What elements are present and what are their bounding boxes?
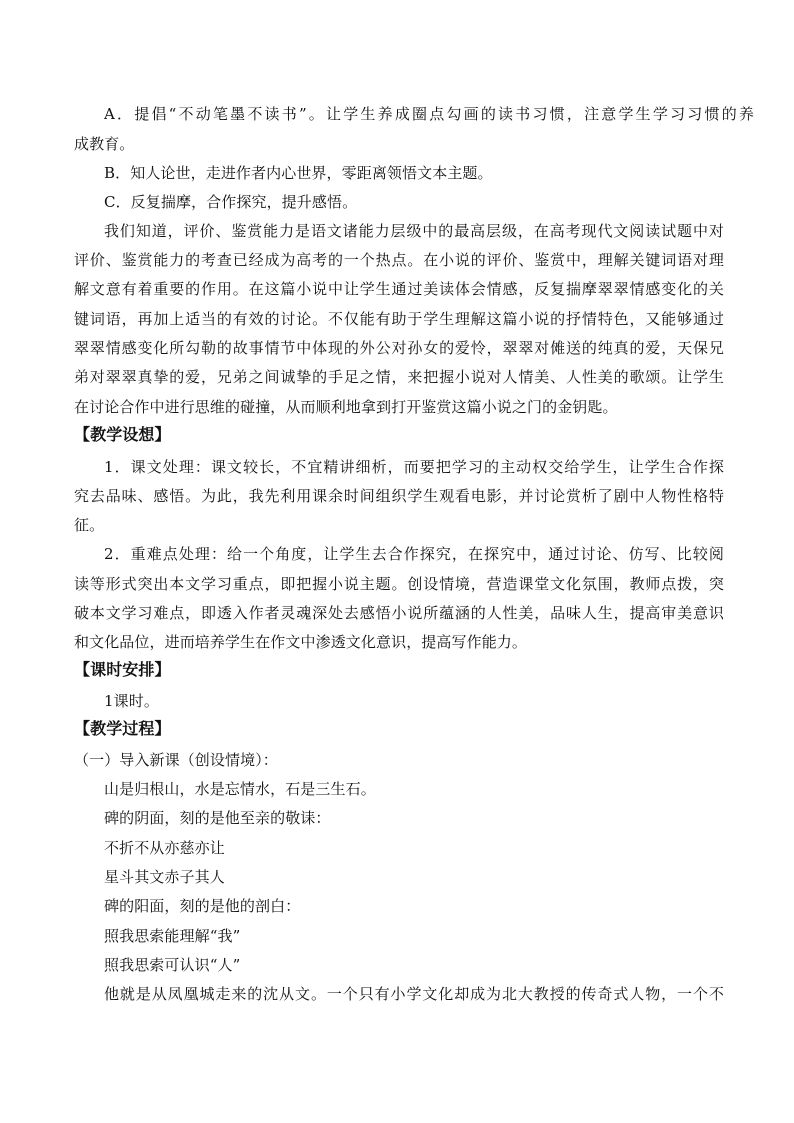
section-a-line-2: 成教育。 (74, 135, 135, 153)
appreciation-line-3: 解文意有着重要的作用。在这篇小说中让学生通过美读体会情感，反复揣摩翠翠情感变化的关 (74, 280, 724, 298)
design-item-2-line-4: 和文化品位，进而培养学生在作文中渗透文化意识，提高写作能力。 (74, 633, 528, 651)
appreciation-line-5: 翠翠情感变化所勾勒的故事情节中体现的外公对孙女的爱怜，翠翠对傩送的纯真的爱，天保兄 (74, 339, 724, 357)
section-b: B．知人论世，走进作者内心世界，零距离领悟文本主题。 (104, 164, 493, 182)
appreciation-line-7: 在讨论合作中进行思维的碰撞，从而顺利地拿到打开鉴赏这篇小说之门的金钥匙。 (74, 398, 618, 416)
closing-line: 他就是从凤凰城走来的沈从文。一个只有小学文化却成为北大教授的传奇式人物，一个不 (104, 985, 724, 1003)
intro-line-1: 山是归根山，水是忘情水，石是三生石。 (104, 780, 376, 798)
intro-line-5: 碑的阳面，刻的是他的剖白： (104, 897, 301, 915)
appreciation-line-1: 我们知道，评价、鉴赏能力是语文诸能力层级中的最高层级，在高考现代文阅读试题中对 (104, 222, 724, 240)
intro-line-6: 照我思索能理解“我” (104, 927, 241, 945)
intro-line-7: 照我思索可认识“人” (104, 956, 241, 974)
intro-line-2: 碑的阴面，刻的是他至亲的敬诔： (104, 809, 331, 827)
appreciation-line-2: 评价、鉴赏能力的考查已经成为高考的一个热点。在小说的评价、鉴赏中，理解关键词语对理 (74, 251, 724, 269)
schedule-text: 1课时。 (104, 692, 159, 710)
appreciation-line-6: 弟对翠翠真挚的爱，兄弟之间诚挚的手足之情，来把握小说对人情美、人性美的歌颂。让学生 (74, 368, 724, 386)
design-item-2-line-1: 2．重难点处理：给一个角度，让学生去合作探究，在探究中，通过讨论、仿写、比较阅 (104, 545, 724, 563)
heading-teaching-design: 【教学设想】 (74, 425, 171, 444)
design-item-1-line-2: 究去品味、感悟。为此，我先利用课余时间组织学生观看电影，并讨论赏析了剧中人物性格特 (74, 487, 724, 505)
section-c: C．反复揣摩，合作探究，提升感悟。 (104, 193, 358, 211)
section-a-line-1: A．提倡“不动笔墨不读书”。让学生养成圈点勾画的读书习惯，注意学生学习习惯的养 (104, 105, 754, 123)
heading-teaching-process: 【教学过程】 (74, 719, 171, 738)
process-step-1: （一）导入新课（创设情境）： (74, 751, 278, 769)
design-item-2-line-3: 破本文学习难点，即透入作者灵魂深处去感悟小说所蕴涵的人性美，品味人生，提高审美意识 (74, 604, 724, 622)
intro-line-4: 星斗其文赤子其人 (104, 868, 225, 886)
design-item-1-line-1: 1．课文处理：课文较长，不宜精讲细析，而要把学习的主动权交给学生，让学生合作探 (104, 458, 724, 476)
heading-schedule: 【课时安排】 (74, 660, 171, 679)
design-item-1-line-3: 征。 (74, 516, 105, 534)
intro-line-3: 不折不从亦慈亦让 (104, 839, 225, 857)
design-item-2-line-2: 读等形式突出本文学习重点，即把握小说主题。创设情境，营造课堂文化氛围，教师点拨，突 (74, 575, 724, 593)
appreciation-line-4: 键词语，再加上适当的有效的讨论。不仅能有助于学生理解这篇小说的抒情特色，又能够通过 (74, 310, 724, 328)
